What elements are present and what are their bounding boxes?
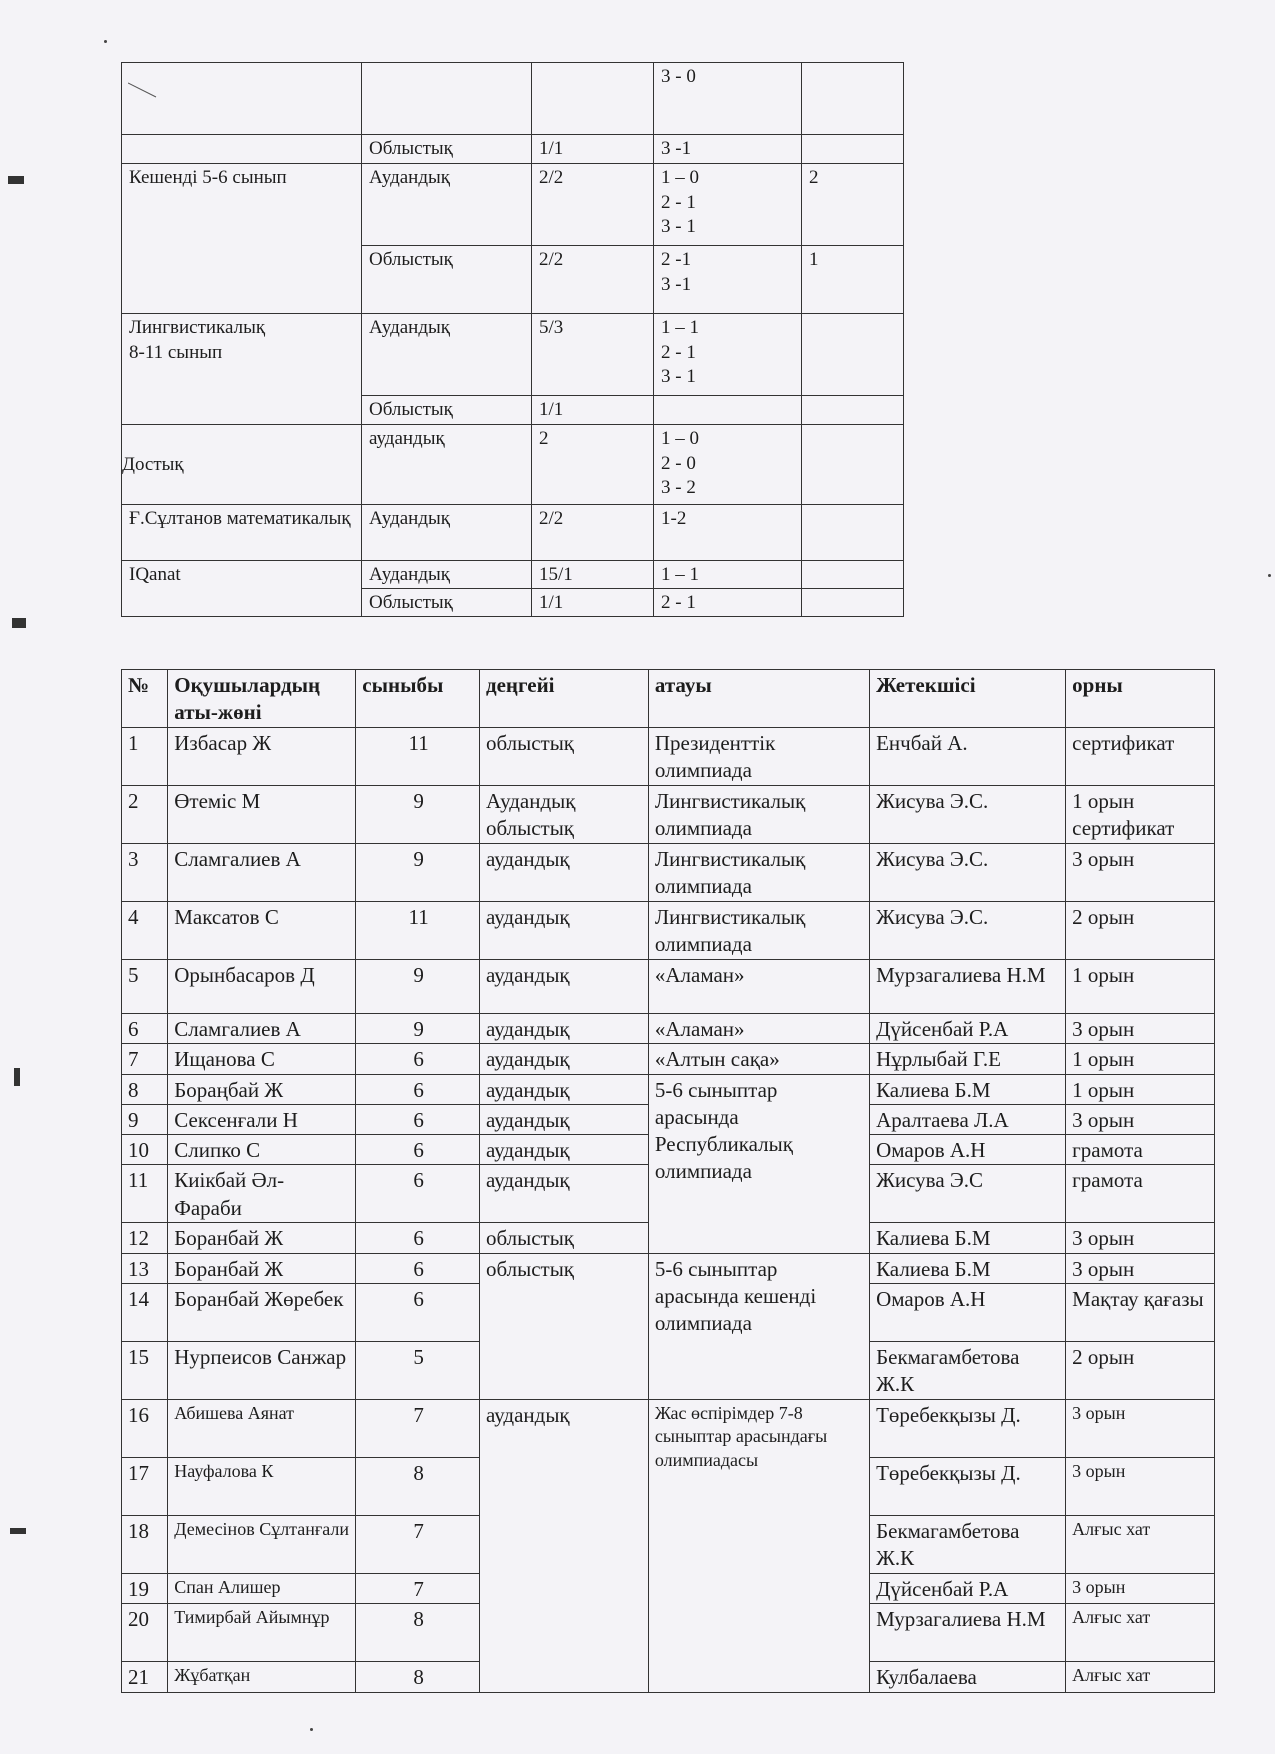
header-grade: сыныбы: [356, 670, 480, 728]
row-number: 3: [122, 844, 168, 902]
competition-cell: Ғ.Сұлтанов математикалық: [122, 505, 362, 561]
place-result: 1 орын сертификат: [1066, 786, 1215, 844]
place-result: сертификат: [1066, 728, 1215, 786]
student-name: Нурпеисов Санжар: [168, 1342, 356, 1400]
row-number: 5: [122, 960, 168, 1014]
place-result: грамота: [1066, 1165, 1215, 1223]
olympiad-level: облыстық: [479, 1223, 648, 1253]
row-number: 2: [122, 786, 168, 844]
results-cell: 1 – 0 2 - 1 3 - 1: [654, 164, 802, 246]
row-number: 11: [122, 1165, 168, 1223]
results-cell: 2 -1 3 -1: [654, 246, 802, 314]
prize-cell: [802, 589, 904, 617]
competition-cell: Кешенді 5-6 сынып: [122, 164, 362, 314]
header-place: орны: [1066, 670, 1215, 728]
leader-name: Нұрлыбай Г.Е: [870, 1044, 1066, 1074]
competition-cell: Достық: [122, 425, 362, 505]
leader-name: Омаров А.Н: [870, 1284, 1066, 1342]
prize-cell: [802, 314, 904, 396]
level-cell: [362, 63, 532, 135]
row-number: 12: [122, 1223, 168, 1253]
olympiad-level: аудандық: [479, 1135, 648, 1165]
olympiad-level: Аудандық облыстық: [479, 786, 648, 844]
leader-name: Калиева Б.М: [870, 1253, 1066, 1283]
olympiad-title: 5-6 сыныптар арасында Республикалық олимпиада: [648, 1074, 869, 1253]
header-leader: Жетекшісі: [870, 670, 1066, 728]
scan-mark: [8, 176, 24, 184]
leader-name: Бекмагамбетова Ж.К: [870, 1342, 1066, 1400]
row-number: 7: [122, 1044, 168, 1074]
row-number: 18: [122, 1516, 168, 1574]
row-number: 17: [122, 1458, 168, 1516]
student-grade: 6: [356, 1044, 480, 1074]
student-grade: 6: [356, 1104, 480, 1134]
olympiad-level: аудандық: [479, 1104, 648, 1134]
header-level: деңгейі: [479, 670, 648, 728]
student-grade: 6: [356, 1165, 480, 1223]
leader-name: Калиева Б.М: [870, 1223, 1066, 1253]
prize-cell: [802, 425, 904, 505]
count-cell: 1/1: [532, 589, 654, 617]
student-name: Сламгалиев А: [168, 1014, 356, 1044]
results-cell: 2 - 1: [654, 589, 802, 617]
header-student-name: Оқушылардың аты-жөні: [168, 670, 356, 728]
student-name: Сексенғали Н: [168, 1104, 356, 1134]
leader-name: Калиева Б.М: [870, 1074, 1066, 1104]
student-name: Слипко С: [168, 1135, 356, 1165]
row-number: 14: [122, 1284, 168, 1342]
row-number: 8: [122, 1074, 168, 1104]
leader-name: Жисува Э.С.: [870, 844, 1066, 902]
student-name: Демесінов Сұлтанғали: [168, 1516, 356, 1574]
olympiad-level: облыстық: [479, 1253, 648, 1399]
results-cell: 1 – 1: [654, 561, 802, 589]
competition-cell: [122, 135, 362, 164]
place-result: 2 орын: [1066, 1342, 1215, 1400]
student-grade: 9: [356, 960, 480, 1014]
prize-cell: [802, 135, 904, 164]
level-cell: Облыстық: [362, 135, 532, 164]
olympiad-title: 5-6 сыныптар арасында кешенді олимпиада: [648, 1253, 869, 1399]
table-row: [122, 1400, 1215, 1458]
student-name: Өтеміс М: [168, 786, 356, 844]
results-cell: 3 -1: [654, 135, 802, 164]
row-number: 9: [122, 1104, 168, 1134]
student-name: Спан Алишер: [168, 1574, 356, 1604]
olympiad-title: «Алтын сақа»: [648, 1044, 869, 1074]
leader-name: Төребекқызы Д.: [870, 1458, 1066, 1516]
diagonal-line: [128, 81, 158, 101]
leader-name: Кулбалаева: [870, 1662, 1066, 1692]
student-name: Науфалова К: [168, 1458, 356, 1516]
scan-mark: [14, 1068, 20, 1086]
student-name: Ищанова С: [168, 1044, 356, 1074]
student-name: Максатов С: [168, 902, 356, 960]
count-cell: 2: [532, 425, 654, 505]
row-number: 10: [122, 1135, 168, 1165]
competition-cell: [122, 63, 362, 135]
student-grade: 9: [356, 1014, 480, 1044]
level-cell: Облыстық: [362, 246, 532, 314]
place-result: Мақтау қағазы: [1066, 1284, 1215, 1342]
student-name: Борaңбай Ж: [168, 1074, 356, 1104]
level-cell: Аудандық: [362, 314, 532, 396]
student-grade: 11: [356, 902, 480, 960]
leader-name: Төребекқызы Д.: [870, 1400, 1066, 1458]
olympiad-title: Лингвистикалық олимпиада: [648, 844, 869, 902]
olympiad-level: аудандық: [479, 1074, 648, 1104]
student-grade: 11: [356, 728, 480, 786]
place-result: 3 орын: [1066, 1574, 1215, 1604]
student-name: Боранбай Жөребек: [168, 1284, 356, 1342]
level-cell: Аудандық: [362, 505, 532, 561]
place-result: 3 орын: [1066, 1014, 1215, 1044]
level-cell: Аудандық: [362, 561, 532, 589]
olympiad-level: аудандық: [479, 960, 648, 1014]
prize-cell: 1: [802, 246, 904, 314]
student-name: Орынбасаров Д: [168, 960, 356, 1014]
place-result: 3 орын: [1066, 1253, 1215, 1283]
student-grade: 6: [356, 1253, 480, 1283]
count-cell: 1/1: [532, 135, 654, 164]
place-result: 3 орын: [1066, 1104, 1215, 1134]
leader-name: Дүйсенбай Р.А: [870, 1014, 1066, 1044]
count-cell: 2/2: [532, 164, 654, 246]
count-cell: 15/1: [532, 561, 654, 589]
row-number: 16: [122, 1400, 168, 1458]
row-number: 21: [122, 1662, 168, 1692]
olympiad-title: Лингвистикалық олимпиада: [648, 902, 869, 960]
olympiad-title: Жас өспірімдер 7-8 сыныптар арасындағы олимпиадасы: [648, 1400, 869, 1693]
scan-speck: [104, 40, 107, 43]
student-grade: 7: [356, 1516, 480, 1574]
row-number: 1: [122, 728, 168, 786]
results-cell: 1-2: [654, 505, 802, 561]
count-cell: 1/1: [532, 396, 654, 425]
row-number: 19: [122, 1574, 168, 1604]
place-result: 2 орын: [1066, 902, 1215, 960]
place-result: Алғыс хат: [1066, 1604, 1215, 1662]
student-name: Сламгалиев А: [168, 844, 356, 902]
student-grade: 7: [356, 1574, 480, 1604]
level-cell: аудандық: [362, 425, 532, 505]
leader-name: Жисува Э.С.: [870, 902, 1066, 960]
student-grade: 8: [356, 1662, 480, 1692]
results-cell: 1 – 0 2 - 0 3 - 2: [654, 425, 802, 505]
place-result: 3 орын: [1066, 1400, 1215, 1458]
table-row: [122, 902, 1215, 960]
olympiad-level: облыстық: [479, 728, 648, 786]
table-row: [122, 1074, 1215, 1104]
olympiad-level: аудандық: [479, 844, 648, 902]
scan-speck: [1268, 574, 1271, 577]
student-name: Избасар Ж: [168, 728, 356, 786]
results-cell: [654, 396, 802, 425]
level-cell: Облыстық: [362, 396, 532, 425]
competition-cell: IQanat: [122, 561, 362, 617]
competition-cell: Лингвистикалық 8-11 сынып: [122, 314, 362, 425]
prize-cell: [802, 505, 904, 561]
row-number: 4: [122, 902, 168, 960]
student-name: Киікбай Әл-Фараби: [168, 1165, 356, 1223]
olympiad-level: аудандық: [479, 1044, 648, 1074]
place-result: грамота: [1066, 1135, 1215, 1165]
student-name: Абишева Аянат: [168, 1400, 356, 1458]
olympiad-title: Лингвистикалық олимпиада: [648, 786, 869, 844]
student-name: Боранбай Ж: [168, 1223, 356, 1253]
leader-name: Енчбай А.: [870, 728, 1066, 786]
header-title: атауы: [648, 670, 869, 728]
olympiad-level: аудандық: [479, 1400, 648, 1693]
olympiad-title: «Аламан»: [648, 960, 869, 1014]
student-grade: 7: [356, 1400, 480, 1458]
count-cell: 5/3: [532, 314, 654, 396]
scan-mark: [10, 1528, 26, 1534]
student-grade: 9: [356, 786, 480, 844]
leader-name: Аралтаева Л.А: [870, 1104, 1066, 1134]
prize-cell: [802, 561, 904, 589]
student-grade: 6: [356, 1284, 480, 1342]
student-grade: 6: [356, 1135, 480, 1165]
place-result: Алғыс хат: [1066, 1662, 1215, 1692]
olympiad-level: аудандық: [479, 1165, 648, 1223]
student-name: Тимирбай Айымнұр: [168, 1604, 356, 1662]
place-result: 3 орын: [1066, 1223, 1215, 1253]
students-results-table: [121, 669, 1215, 1693]
leader-name: Мурзагалиева Н.М: [870, 960, 1066, 1014]
student-grade: 6: [356, 1223, 480, 1253]
table-row: [122, 728, 1215, 786]
table-row: [122, 786, 1215, 844]
student-grade: 8: [356, 1458, 480, 1516]
results-cell: 1 – 1 2 - 1 3 - 1: [654, 314, 802, 396]
student-grade: 9: [356, 844, 480, 902]
row-number: 6: [122, 1014, 168, 1044]
count-cell: [532, 63, 654, 135]
olympiad-level: аудандық: [479, 1014, 648, 1044]
table-row: [122, 960, 1215, 1014]
place-result: Алғыс хат: [1066, 1516, 1215, 1574]
place-result: 1 орын: [1066, 960, 1215, 1014]
place-result: 1 орын: [1066, 1074, 1215, 1104]
olympiad-summary-table: [121, 62, 904, 617]
header-number: №: [122, 670, 168, 728]
results-cell: 3 - 0: [654, 63, 802, 135]
scan-mark: [12, 618, 26, 628]
level-cell: Аудандық: [362, 164, 532, 246]
row-number: 20: [122, 1604, 168, 1662]
table-row: [122, 844, 1215, 902]
count-cell: 2/2: [532, 505, 654, 561]
student-name: Жұбатқан: [168, 1662, 356, 1692]
leader-name: Жисува Э.С: [870, 1165, 1066, 1223]
leader-name: Бекмагамбетова Ж.К: [870, 1516, 1066, 1574]
prize-cell: [802, 63, 904, 135]
place-result: 3 орын: [1066, 1458, 1215, 1516]
place-result: 3 орын: [1066, 844, 1215, 902]
olympiad-level: аудандық: [479, 902, 648, 960]
student-name: Боранбай Ж: [168, 1253, 356, 1283]
olympiad-title: Президенттік олимпиада: [648, 728, 869, 786]
student-grade: 5: [356, 1342, 480, 1400]
leader-name: Жисува Э.С.: [870, 786, 1066, 844]
student-grade: 6: [356, 1074, 480, 1104]
place-result: 1 орын: [1066, 1044, 1215, 1074]
scan-speck: [310, 1728, 313, 1731]
count-cell: 2/2: [532, 246, 654, 314]
table-row: [122, 1253, 1215, 1283]
row-number: 13: [122, 1253, 168, 1283]
prize-cell: 2: [802, 164, 904, 246]
level-cell: Облыстық: [362, 589, 532, 617]
olympiad-title: «Аламан»: [648, 1014, 869, 1044]
student-grade: 8: [356, 1604, 480, 1662]
leader-name: Дүйсенбай Р.А: [870, 1574, 1066, 1604]
leader-name: Омаров А.Н: [870, 1135, 1066, 1165]
row-number: 15: [122, 1342, 168, 1400]
leader-name: Мурзагалиева Н.М: [870, 1604, 1066, 1662]
table-row: [122, 1044, 1215, 1074]
table-row: [122, 1014, 1215, 1044]
prize-cell: [802, 396, 904, 425]
